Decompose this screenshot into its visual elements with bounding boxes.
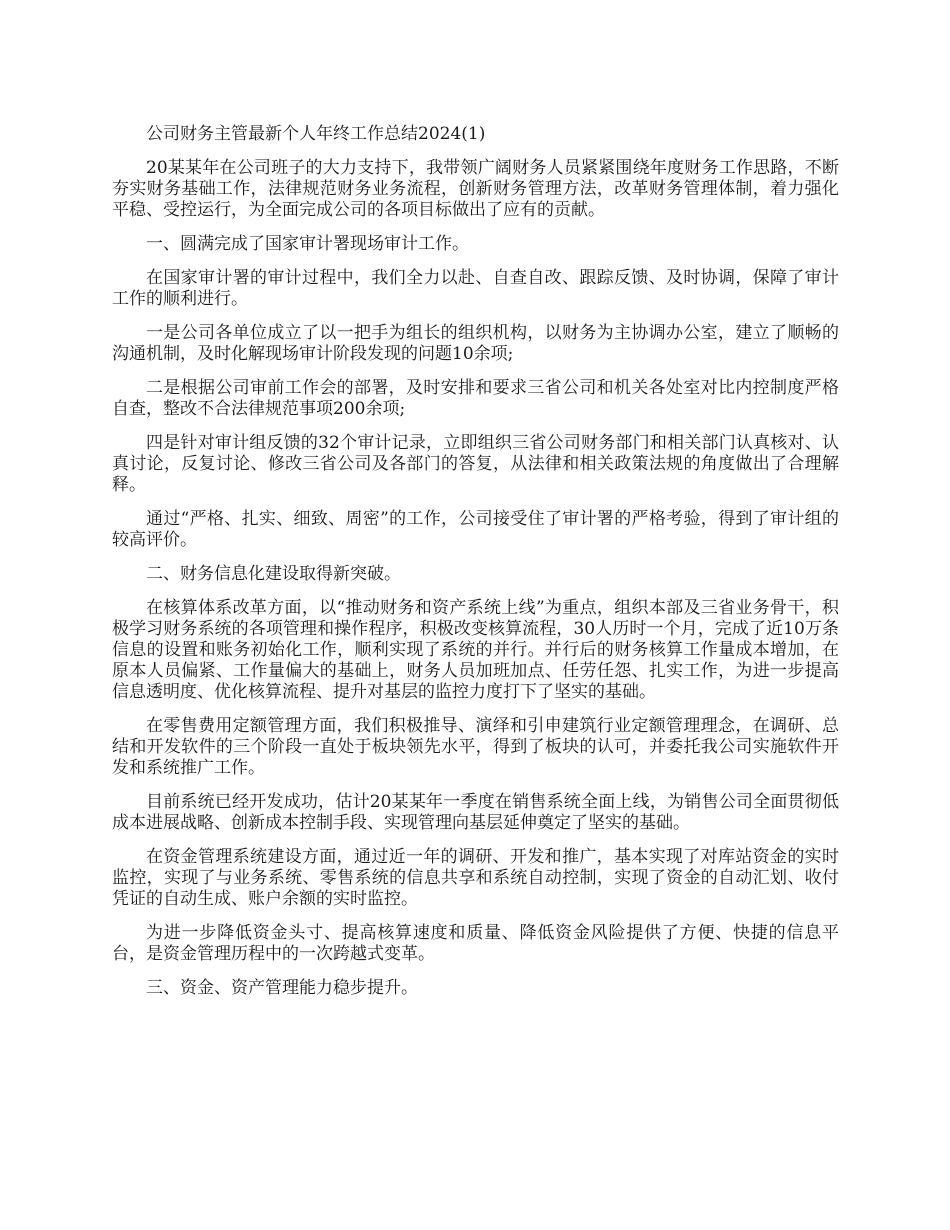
paragraph: 为进一步降低资金头寸、提高核算速度和质量、降低资金风险提供了方便、快捷的信息平台，是资金管理历程中的一次跨越式变革。 [112, 923, 839, 964]
paragraph: 一是公司各单位成立了以一把手为组长的组织机构，以财务为主协调办公室，建立了顺畅的沟通机制，及时化解现场审计阶段发现的问题10余项; [112, 323, 839, 364]
paragraph: 在核算体系改革方面，以“推动财务和资产系统上线”为重点，组织本部及三省业务骨干，积极学习财务系统的各项管理和操作程序，积极改变核算流程，30人历时一个月，完成了近10万条信息的设置和账务初始化工作，顺利实现了系统的并行。并行后的财务核算工作量成本增加，在原本人员偏紧、工作量偏大的基础上，财务人员加班加点、任劳任怨、扎实工作，为进一步提高信息透明度、优化核算流程、提升对基层的监控力度打下了坚实的基础。 [112, 598, 839, 702]
paragraph: 目前系统已经开发成功，估计20某某年一季度在销售系统全面上线，为销售公司全面贯彻低成本进展战略、创新成本控制手段、实现管理向基层延伸奠定了坚实的基础。 [112, 792, 839, 833]
section-heading-3: 三、资金、资产管理能力稳步提升。 [146, 978, 418, 998]
document-title: 公司财务主管最新个人年终工作总结2024(1) [146, 124, 486, 144]
paragraph-intro: 20某某年在公司班子的大力支持下，我带领广阔财务人员紧紧围绕年度财务工作思路，不断夯实财务基础工作，法律规范财务业务流程，创新财务管理方法，改革财务管理体制，着力强化平稳、受控运行，为全面完成公司的各项目标做出了应有的贡献。 [112, 158, 839, 220]
paragraph: 在零售费用定额管理方面，我们积极推导、演绎和引申建筑行业定额管理理念，在调研、总结和开发软件的三个阶段一直处于板块领先水平，得到了板块的认可，并委托我公司实施软件开发和系统推广工作。 [112, 716, 839, 778]
document-body [112, 124, 839, 1012]
paragraph: 在资金管理系统建设方面，通过近一年的调研、开发和推广，基本实现了对库站资金的实时监控，实现了与业务系统、零售系统的信息共享和系统自动控制，实现了资金的自动汇划、收付凭证的自动生成、账户余额的实时监控。 [112, 847, 839, 909]
section-heading-2: 二、财务信息化建设取得新突破。 [146, 564, 401, 584]
paragraph: 二是根据公司审前工作会的部署，及时安排和要求三省公司和机关各处室对比内控制度严格自查，整改不合法律规范事项200余项; [112, 378, 839, 419]
paragraph: 四是针对审计组反馈的32个审计记录，立即组织三省公司财务部门和相关部门认真核对、认真讨论，反复讨论、修改三省公司及各部门的答复，从法律和相关政策法规的角度做出了合理解释。 [112, 433, 839, 495]
paragraph: 在国家审计署的审计过程中，我们全力以赴、自查自改、跟踪反馈、及时协调，保障了审计工作的顺利进行。 [112, 268, 839, 309]
paragraph: 通过“严格、扎实、细致、周密”的工作，公司接受住了审计署的严格考验，得到了审计组的较高评价。 [112, 509, 839, 550]
section-heading-1: 一、圆满完成了国家审计署现场审计工作。 [146, 234, 469, 254]
